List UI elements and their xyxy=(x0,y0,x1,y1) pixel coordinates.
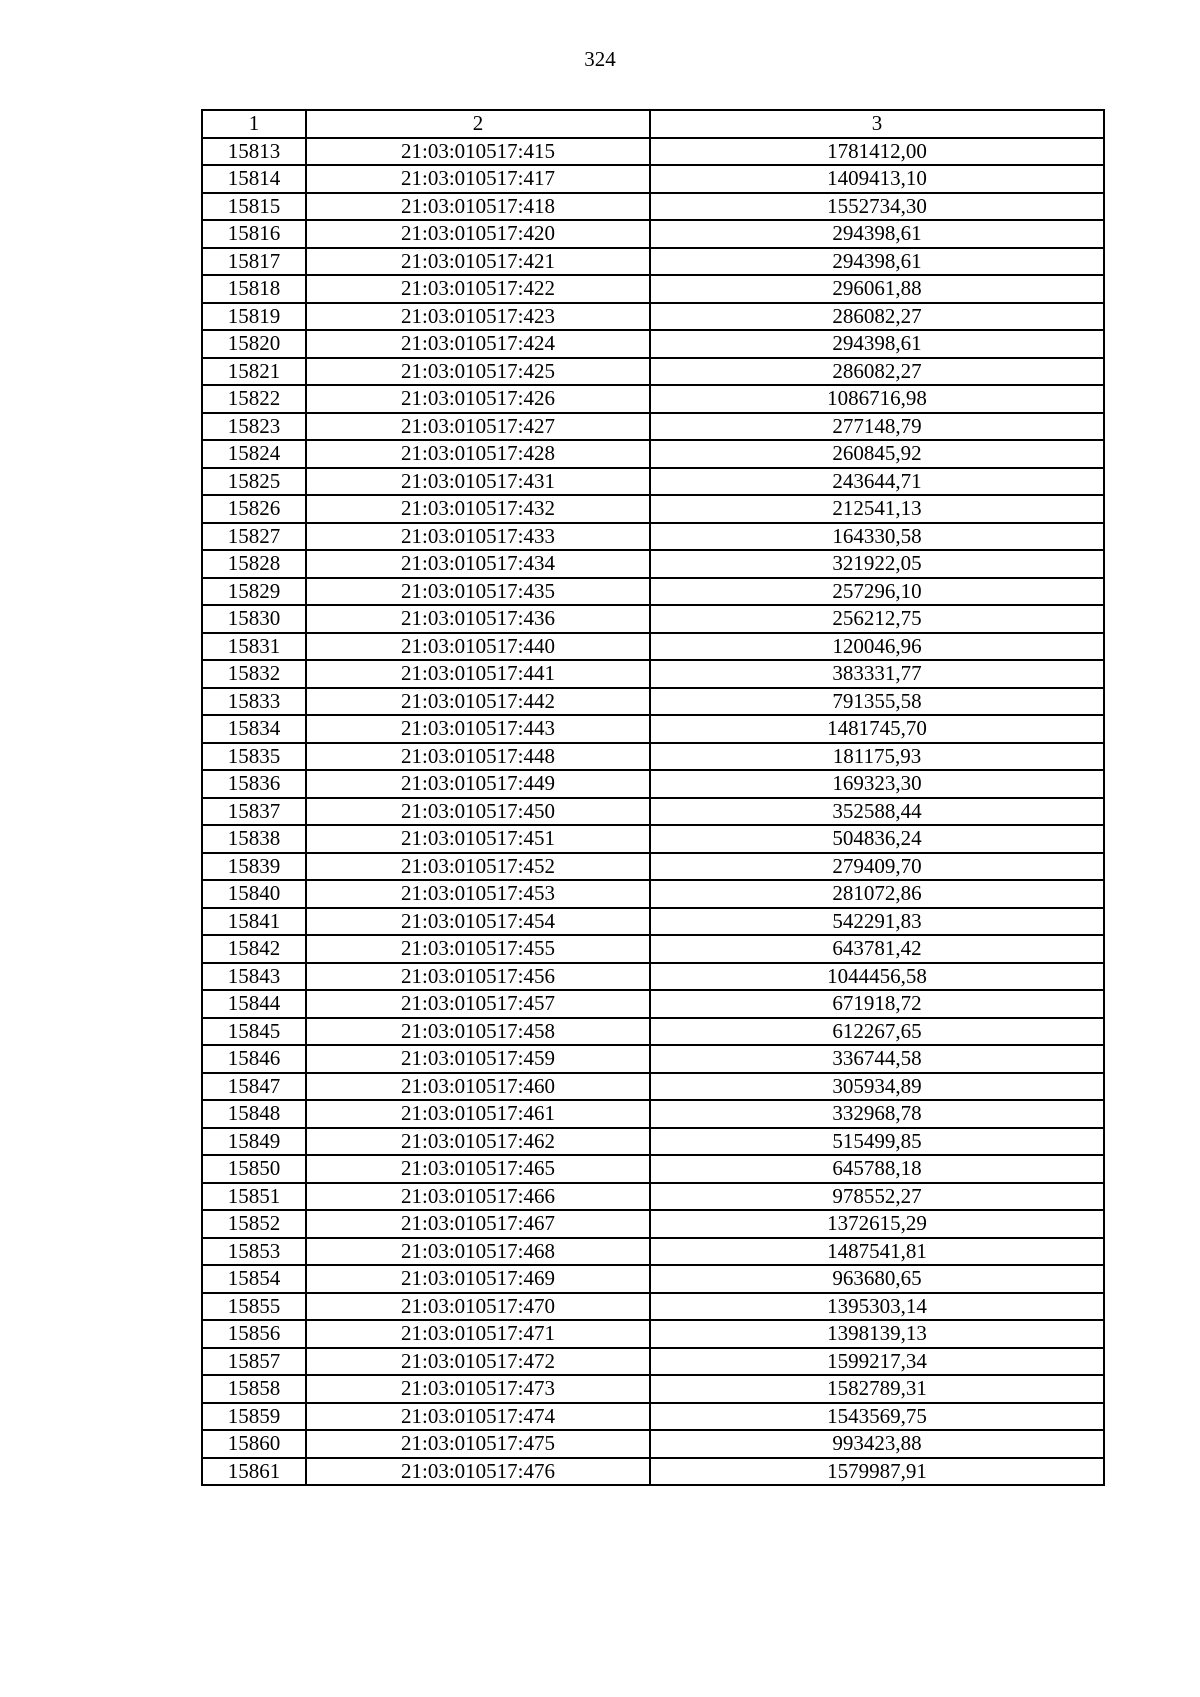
cadastral-number-cell: 21:03:010517:455 xyxy=(306,935,650,963)
cadastral-number-cell: 21:03:010517:467 xyxy=(306,1210,650,1238)
cadastral-number-cell: 21:03:010517:451 xyxy=(306,825,650,853)
row-number-cell: 15829 xyxy=(202,578,306,606)
row-number-cell: 15814 xyxy=(202,165,306,193)
table-row xyxy=(202,1320,1104,1348)
table-row xyxy=(202,1100,1104,1128)
cadastral-number-cell: 21:03:010517:420 xyxy=(306,220,650,248)
cadastral-number-cell: 21:03:010517:459 xyxy=(306,1045,650,1073)
row-number-cell: 15859 xyxy=(202,1403,306,1431)
value-cell: 212541,13 xyxy=(650,495,1104,523)
data-table xyxy=(201,109,1105,1486)
table-row xyxy=(202,908,1104,936)
value-cell: 1487541,81 xyxy=(650,1238,1104,1266)
table-row xyxy=(202,825,1104,853)
row-number-cell: 15846 xyxy=(202,1045,306,1073)
table-row xyxy=(202,990,1104,1018)
value-cell: 336744,58 xyxy=(650,1045,1104,1073)
cadastral-number-cell: 21:03:010517:431 xyxy=(306,468,650,496)
cadastral-number-cell: 21:03:010517:471 xyxy=(306,1320,650,1348)
table-row xyxy=(202,1073,1104,1101)
row-number-cell: 15813 xyxy=(202,138,306,166)
row-number-cell: 15841 xyxy=(202,908,306,936)
table-body xyxy=(202,138,1104,1486)
cadastral-number-cell: 21:03:010517:468 xyxy=(306,1238,650,1266)
column-header: 1 xyxy=(202,110,306,138)
table-row xyxy=(202,330,1104,358)
value-cell: 181175,93 xyxy=(650,743,1104,771)
row-number-cell: 15815 xyxy=(202,193,306,221)
table-row xyxy=(202,193,1104,221)
row-number-cell: 15822 xyxy=(202,385,306,413)
value-cell: 296061,88 xyxy=(650,275,1104,303)
table-row xyxy=(202,1403,1104,1431)
row-number-cell: 15845 xyxy=(202,1018,306,1046)
row-number-cell: 15844 xyxy=(202,990,306,1018)
table-row xyxy=(202,605,1104,633)
table-row xyxy=(202,798,1104,826)
row-number-cell: 15857 xyxy=(202,1348,306,1376)
table-row xyxy=(202,578,1104,606)
table-row xyxy=(202,495,1104,523)
cadastral-number-cell: 21:03:010517:443 xyxy=(306,715,650,743)
value-cell: 1579987,91 xyxy=(650,1458,1104,1486)
value-cell: 383331,77 xyxy=(650,660,1104,688)
cadastral-number-cell: 21:03:010517:476 xyxy=(306,1458,650,1486)
cadastral-number-cell: 21:03:010517:470 xyxy=(306,1293,650,1321)
cadastral-number-cell: 21:03:010517:427 xyxy=(306,413,650,441)
row-number-cell: 15839 xyxy=(202,853,306,881)
cadastral-number-cell: 21:03:010517:461 xyxy=(306,1100,650,1128)
value-cell: 1552734,30 xyxy=(650,193,1104,221)
cadastral-number-cell: 21:03:010517:454 xyxy=(306,908,650,936)
table-row xyxy=(202,1128,1104,1156)
value-cell: 1582789,31 xyxy=(650,1375,1104,1403)
row-number-cell: 15849 xyxy=(202,1128,306,1156)
cadastral-number-cell: 21:03:010517:473 xyxy=(306,1375,650,1403)
table-row xyxy=(202,715,1104,743)
row-number-cell: 15818 xyxy=(202,275,306,303)
row-number-cell: 15824 xyxy=(202,440,306,468)
table-row xyxy=(202,853,1104,881)
row-number-cell: 15860 xyxy=(202,1430,306,1458)
value-cell: 963680,65 xyxy=(650,1265,1104,1293)
row-number-cell: 15834 xyxy=(202,715,306,743)
value-cell: 504836,24 xyxy=(650,825,1104,853)
row-number-cell: 15830 xyxy=(202,605,306,633)
table-row xyxy=(202,165,1104,193)
row-number-cell: 15848 xyxy=(202,1100,306,1128)
table-row xyxy=(202,523,1104,551)
table-row xyxy=(202,138,1104,166)
table-row xyxy=(202,1430,1104,1458)
header-row xyxy=(202,110,1104,138)
table-row xyxy=(202,1293,1104,1321)
row-number-cell: 15833 xyxy=(202,688,306,716)
cadastral-number-cell: 21:03:010517:457 xyxy=(306,990,650,1018)
cadastral-number-cell: 21:03:010517:449 xyxy=(306,770,650,798)
value-cell: 279409,70 xyxy=(650,853,1104,881)
row-number-cell: 15835 xyxy=(202,743,306,771)
value-cell: 542291,83 xyxy=(650,908,1104,936)
value-cell: 260845,92 xyxy=(650,440,1104,468)
row-number-cell: 15840 xyxy=(202,880,306,908)
row-number-cell: 15838 xyxy=(202,825,306,853)
row-number-cell: 15850 xyxy=(202,1155,306,1183)
cadastral-number-cell: 21:03:010517:472 xyxy=(306,1348,650,1376)
cadastral-number-cell: 21:03:010517:462 xyxy=(306,1128,650,1156)
row-number-cell: 15852 xyxy=(202,1210,306,1238)
table-row xyxy=(202,550,1104,578)
table-row xyxy=(202,248,1104,276)
row-number-cell: 15816 xyxy=(202,220,306,248)
table-row xyxy=(202,660,1104,688)
value-cell: 1481745,70 xyxy=(650,715,1104,743)
table-row xyxy=(202,963,1104,991)
value-cell: 791355,58 xyxy=(650,688,1104,716)
table-row xyxy=(202,1183,1104,1211)
value-cell: 332968,78 xyxy=(650,1100,1104,1128)
table-row xyxy=(202,1018,1104,1046)
table-row xyxy=(202,1155,1104,1183)
row-number-cell: 15821 xyxy=(202,358,306,386)
row-number-cell: 15853 xyxy=(202,1238,306,1266)
table-row xyxy=(202,275,1104,303)
value-cell: 993423,88 xyxy=(650,1430,1104,1458)
row-number-cell: 15828 xyxy=(202,550,306,578)
cadastral-number-cell: 21:03:010517:466 xyxy=(306,1183,650,1211)
value-cell: 671918,72 xyxy=(650,990,1104,1018)
row-number-cell: 15826 xyxy=(202,495,306,523)
table-row xyxy=(202,440,1104,468)
table-row xyxy=(202,688,1104,716)
table-row xyxy=(202,633,1104,661)
value-cell: 978552,27 xyxy=(650,1183,1104,1211)
cadastral-number-cell: 21:03:010517:434 xyxy=(306,550,650,578)
table-row xyxy=(202,468,1104,496)
value-cell: 286082,27 xyxy=(650,303,1104,331)
cadastral-number-cell: 21:03:010517:425 xyxy=(306,358,650,386)
value-cell: 294398,61 xyxy=(650,248,1104,276)
value-cell: 120046,96 xyxy=(650,633,1104,661)
cadastral-number-cell: 21:03:010517:436 xyxy=(306,605,650,633)
cadastral-number-cell: 21:03:010517:440 xyxy=(306,633,650,661)
table-row xyxy=(202,743,1104,771)
table-row xyxy=(202,385,1104,413)
value-cell: 321922,05 xyxy=(650,550,1104,578)
cadastral-number-cell: 21:03:010517:453 xyxy=(306,880,650,908)
value-cell: 294398,61 xyxy=(650,220,1104,248)
value-cell: 352588,44 xyxy=(650,798,1104,826)
row-number-cell: 15851 xyxy=(202,1183,306,1211)
row-number-cell: 15827 xyxy=(202,523,306,551)
cadastral-number-cell: 21:03:010517:469 xyxy=(306,1265,650,1293)
row-number-cell: 15842 xyxy=(202,935,306,963)
value-cell: 1044456,58 xyxy=(650,963,1104,991)
cadastral-number-cell: 21:03:010517:432 xyxy=(306,495,650,523)
cadastral-number-cell: 21:03:010517:474 xyxy=(306,1403,650,1431)
value-cell: 645788,18 xyxy=(650,1155,1104,1183)
cadastral-number-cell: 21:03:010517:452 xyxy=(306,853,650,881)
table-row xyxy=(202,880,1104,908)
value-cell: 243644,71 xyxy=(650,468,1104,496)
value-cell: 281072,86 xyxy=(650,880,1104,908)
table-row xyxy=(202,1045,1104,1073)
value-cell: 612267,65 xyxy=(650,1018,1104,1046)
row-number-cell: 15823 xyxy=(202,413,306,441)
cadastral-number-cell: 21:03:010517:442 xyxy=(306,688,650,716)
row-number-cell: 15843 xyxy=(202,963,306,991)
cadastral-number-cell: 21:03:010517:415 xyxy=(306,138,650,166)
value-cell: 1781412,00 xyxy=(650,138,1104,166)
value-cell: 277148,79 xyxy=(650,413,1104,441)
table-row xyxy=(202,1238,1104,1266)
table-row xyxy=(202,303,1104,331)
value-cell: 257296,10 xyxy=(650,578,1104,606)
value-cell: 169323,30 xyxy=(650,770,1104,798)
row-number-cell: 15817 xyxy=(202,248,306,276)
cadastral-number-cell: 21:03:010517:426 xyxy=(306,385,650,413)
cadastral-number-cell: 21:03:010517:433 xyxy=(306,523,650,551)
row-number-cell: 15847 xyxy=(202,1073,306,1101)
cadastral-number-cell: 21:03:010517:456 xyxy=(306,963,650,991)
value-cell: 1372615,29 xyxy=(650,1210,1104,1238)
column-header: 2 xyxy=(306,110,650,138)
table-row xyxy=(202,1265,1104,1293)
value-cell: 305934,89 xyxy=(650,1073,1104,1101)
value-cell: 294398,61 xyxy=(650,330,1104,358)
table-row xyxy=(202,413,1104,441)
table-row xyxy=(202,1375,1104,1403)
row-number-cell: 15837 xyxy=(202,798,306,826)
table-row xyxy=(202,358,1104,386)
cadastral-number-cell: 21:03:010517:435 xyxy=(306,578,650,606)
row-number-cell: 15861 xyxy=(202,1458,306,1486)
cadastral-number-cell: 21:03:010517:422 xyxy=(306,275,650,303)
row-number-cell: 15831 xyxy=(202,633,306,661)
table-header xyxy=(202,110,1104,138)
cadastral-number-cell: 21:03:010517:441 xyxy=(306,660,650,688)
table-row xyxy=(202,1210,1104,1238)
row-number-cell: 15819 xyxy=(202,303,306,331)
row-number-cell: 15836 xyxy=(202,770,306,798)
value-cell: 1086716,98 xyxy=(650,385,1104,413)
cadastral-number-cell: 21:03:010517:460 xyxy=(306,1073,650,1101)
table-row xyxy=(202,935,1104,963)
value-cell: 1543569,75 xyxy=(650,1403,1104,1431)
value-cell: 1395303,14 xyxy=(650,1293,1104,1321)
value-cell: 1599217,34 xyxy=(650,1348,1104,1376)
value-cell: 515499,85 xyxy=(650,1128,1104,1156)
cadastral-number-cell: 21:03:010517:450 xyxy=(306,798,650,826)
table-row xyxy=(202,1458,1104,1486)
cadastral-number-cell: 21:03:010517:448 xyxy=(306,743,650,771)
value-cell: 1398139,13 xyxy=(650,1320,1104,1348)
cadastral-number-cell: 21:03:010517:465 xyxy=(306,1155,650,1183)
row-number-cell: 15858 xyxy=(202,1375,306,1403)
page-number: 324 xyxy=(584,47,616,71)
row-number-cell: 15856 xyxy=(202,1320,306,1348)
cadastral-number-cell: 21:03:010517:418 xyxy=(306,193,650,221)
row-number-cell: 15825 xyxy=(202,468,306,496)
cadastral-number-cell: 21:03:010517:458 xyxy=(306,1018,650,1046)
table-row xyxy=(202,1348,1104,1376)
table-row xyxy=(202,770,1104,798)
row-number-cell: 15832 xyxy=(202,660,306,688)
value-cell: 256212,75 xyxy=(650,605,1104,633)
row-number-cell: 15820 xyxy=(202,330,306,358)
cadastral-number-cell: 21:03:010517:475 xyxy=(306,1430,650,1458)
cadastral-number-cell: 21:03:010517:417 xyxy=(306,165,650,193)
column-header: 3 xyxy=(650,110,1104,138)
table-row xyxy=(202,220,1104,248)
cadastral-number-cell: 21:03:010517:421 xyxy=(306,248,650,276)
value-cell: 286082,27 xyxy=(650,358,1104,386)
row-number-cell: 15855 xyxy=(202,1293,306,1321)
row-number-cell: 15854 xyxy=(202,1265,306,1293)
value-cell: 164330,58 xyxy=(650,523,1104,551)
cadastral-number-cell: 21:03:010517:428 xyxy=(306,440,650,468)
cadastral-number-cell: 21:03:010517:424 xyxy=(306,330,650,358)
value-cell: 1409413,10 xyxy=(650,165,1104,193)
value-cell: 643781,42 xyxy=(650,935,1104,963)
cadastral-number-cell: 21:03:010517:423 xyxy=(306,303,650,331)
